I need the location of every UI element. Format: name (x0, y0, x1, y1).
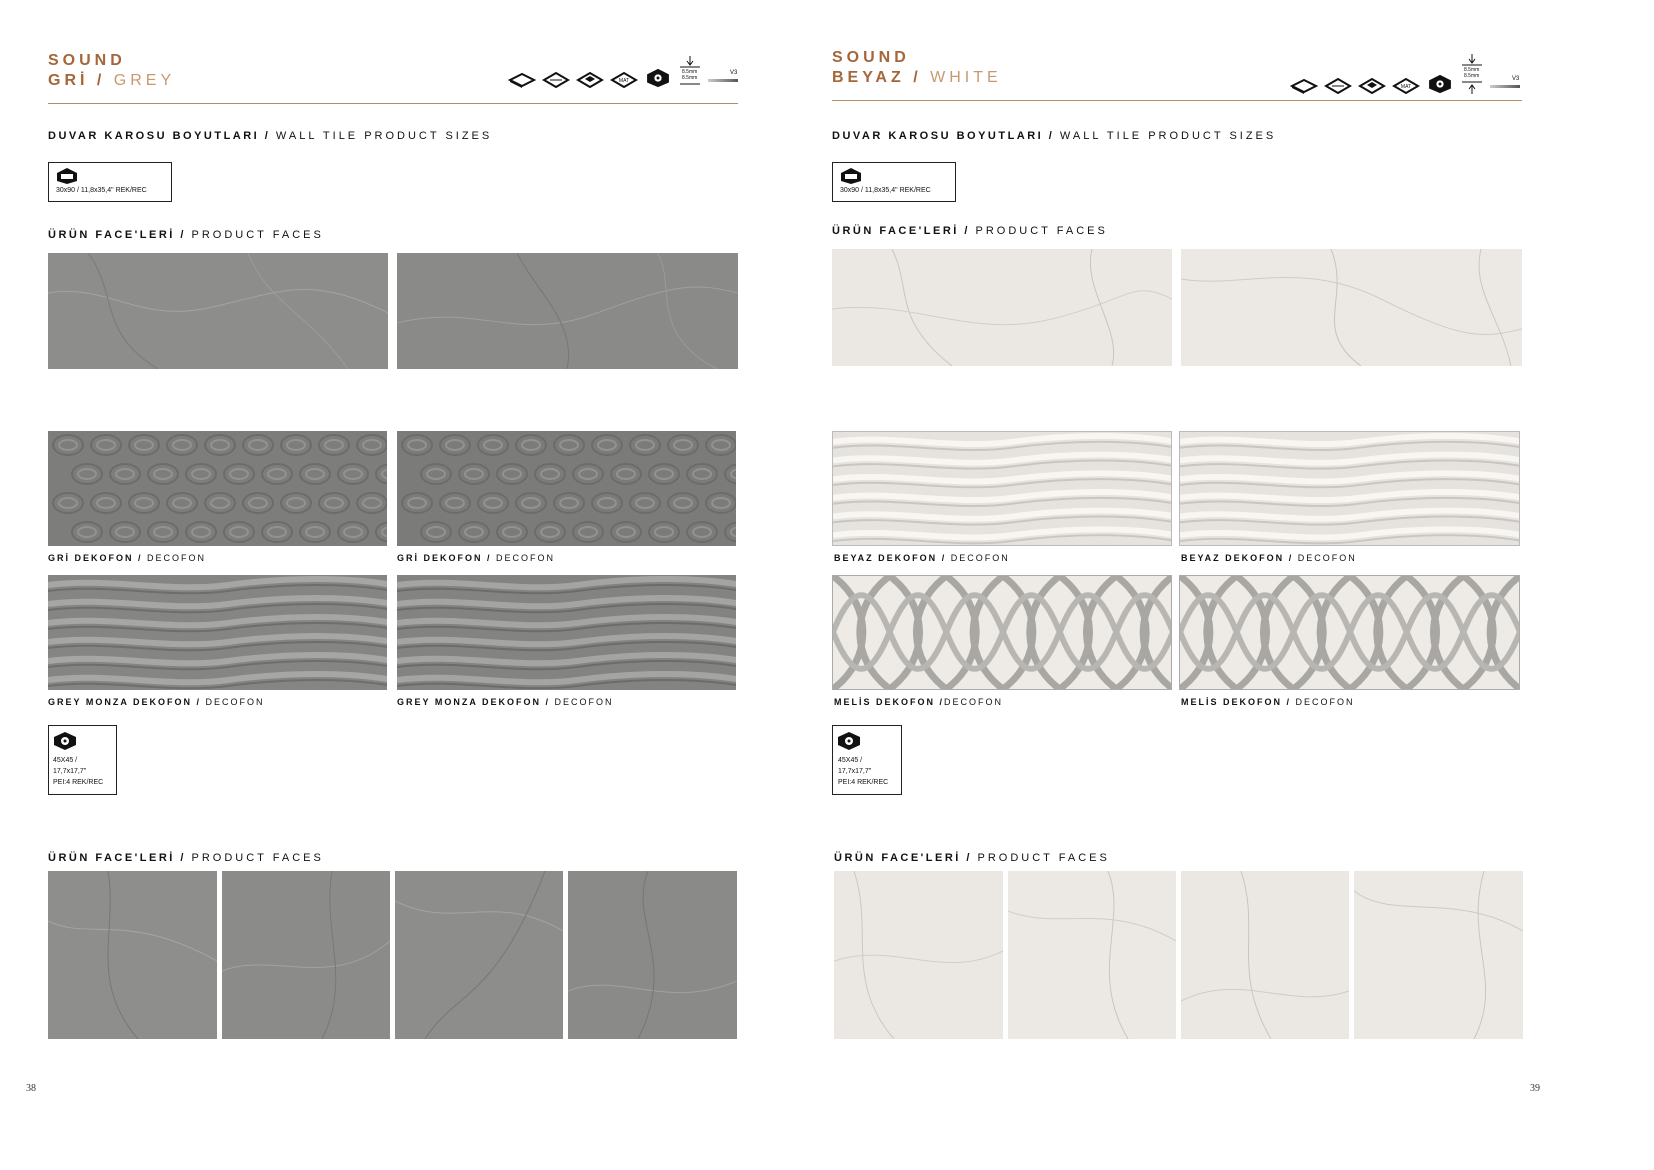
deco-caption-3-left: GREY MONZA DEKOFON / DECOFON (48, 697, 265, 707)
faces-heading-right: ÜRÜN FACE'LERİ / PRODUCT FACES (832, 225, 1108, 237)
color-title-tr: GRİ (48, 72, 89, 89)
svg-text:MAT: MAT (618, 78, 630, 84)
faces2-en: PRODUCT FACES (977, 852, 1110, 864)
wall-size-box-left (48, 162, 172, 202)
faces-tr: ÜRÜN FACE'LERİ (48, 229, 175, 241)
header-rule-left (48, 103, 738, 104)
deco-caption-1-left: GRİ DEKOFON / DECOFON (48, 553, 207, 563)
floor-tile-icon (1324, 74, 1352, 94)
faces2-tr: ÜRÜN FACE'LERİ (48, 852, 175, 864)
deco-caption-4-right: MELİS DEKOFON / DECOFON (1181, 697, 1355, 707)
white-floor-face-1 (834, 871, 1003, 1039)
feature-icons-left (508, 56, 738, 88)
wall-tile-icon (508, 68, 536, 88)
white-decofon-tile-1 (832, 431, 1172, 546)
thickness-icon (678, 56, 702, 88)
floor-size-line-1: 45X45 / (838, 757, 863, 764)
matt-surface-icon (1392, 74, 1420, 94)
wall-sizes-en: WALL TILE PRODUCT SIZES (1059, 130, 1277, 142)
rectified-icon (1358, 74, 1386, 94)
floor-size-box-left (48, 725, 117, 795)
deco-caption-1-right: BEYAZ DEKOFON / DECOFON (834, 553, 1010, 563)
svg-text:MAT: MAT (1400, 84, 1412, 90)
thickness-label-bottom: 8.5mm (682, 75, 698, 81)
grey-monza-decofon-tile-1 (48, 575, 387, 690)
grey-floor-face-3 (395, 871, 563, 1039)
grey-floor-face-1 (48, 871, 217, 1039)
deco-caption-4-left: GREY MONZA DEKOFON / DECOFON (397, 697, 614, 707)
faces2-tr: ÜRÜN FACE'LERİ (834, 852, 961, 864)
floor-size-line-3: PEI:4 REK/REC (53, 779, 104, 786)
wall-size-label: 30x90 / 11,8x35,4" REK/REC (56, 187, 147, 194)
header-rule-right (832, 100, 1522, 101)
matt-surface-icon (610, 68, 638, 88)
color-title-left: GRİ / GREY (48, 72, 176, 89)
floor-size-line-1: 45X45 / (53, 757, 78, 764)
pei-rating-icon (53, 731, 77, 751)
wall-sizes-heading-right: DUVAR KAROSU BOYUTLARI / WALL TILE PRODUCT SIZES (832, 130, 1277, 142)
floor-size-box-right (832, 725, 902, 795)
wall-sizes-tr: DUVAR KAROSU BOYUTLARI (832, 130, 1044, 142)
pei-rating-icon (644, 68, 672, 88)
shade-variation-icon (708, 68, 738, 88)
thickness-label-top: 8.5mm (682, 69, 698, 75)
wall-sizes-heading-left: DUVAR KAROSU BOYUTLARI / WALL TILE PRODUCT SIZES (48, 130, 493, 142)
faces2-heading-right: ÜRÜN FACE'LERİ / PRODUCT FACES (834, 852, 1110, 864)
wall-tile-icon (839, 167, 863, 185)
white-floor-face-4 (1354, 871, 1523, 1039)
shade-variation-icon (1490, 74, 1520, 94)
white-wall-face-1 (832, 249, 1172, 366)
faces-en: PRODUCT FACES (191, 229, 324, 241)
grey-floor-face-2 (222, 871, 390, 1039)
wall-sizes-en: WALL TILE PRODUCT SIZES (275, 130, 493, 142)
melis-decofon-tile-2 (1179, 575, 1520, 690)
color-title-right: BEYAZ / WHITE (832, 69, 1002, 86)
color-title-tr: BEYAZ (832, 69, 905, 86)
v-rating: V3 (1512, 76, 1520, 82)
white-wall-face-2 (1181, 249, 1522, 366)
feature-icons-right (1290, 54, 1520, 94)
wall-sizes-tr: DUVAR KAROSU BOYUTLARI (48, 130, 260, 142)
thickness-label-top: 8.5mm (1464, 67, 1480, 73)
pei-rating-icon (837, 731, 861, 751)
wall-size-box-right (832, 162, 956, 202)
wall-size-label: 30x90 / 11,8x35,4" REK/REC (840, 187, 931, 194)
floor-tile-icon (542, 68, 570, 88)
white-floor-face-3 (1181, 871, 1349, 1039)
faces2-heading-left: ÜRÜN FACE'LERİ / PRODUCT FACES (48, 852, 324, 864)
color-title-en: GREY (113, 72, 176, 89)
faces-heading-left: ÜRÜN FACE'LERİ / PRODUCT FACES (48, 229, 324, 241)
floor-size-line-2: 17,7x17,7" (53, 768, 87, 775)
series-title-right: SOUND (832, 49, 910, 66)
grey-decofon-tile-2 (397, 431, 736, 546)
page-number-right: 39 (1530, 1083, 1540, 1094)
rectified-icon (576, 68, 604, 88)
white-decofon-tile-2 (1179, 431, 1520, 546)
deco-caption-2-left: GRİ DEKOFON / DECOFON (397, 553, 556, 563)
floor-size-line-3: PEI:4 REK/REC (838, 779, 889, 786)
thickness-icon (1460, 54, 1484, 94)
wall-tile-icon (55, 167, 79, 185)
grey-decofon-tile-1 (48, 431, 387, 546)
pei-rating-icon (1426, 74, 1454, 94)
grey-wall-face-1 (48, 253, 388, 369)
grey-wall-face-2 (397, 253, 738, 369)
v-rating: V3 (730, 70, 738, 76)
wall-tile-icon (1290, 74, 1318, 94)
white-floor-face-2 (1008, 871, 1176, 1039)
deco-caption-2-right: BEYAZ DEKOFON / DECOFON (1181, 553, 1357, 563)
grey-monza-decofon-tile-2 (397, 575, 736, 690)
floor-size-line-2: 17,7x17,7" (838, 768, 872, 775)
page-number-left: 38 (26, 1083, 36, 1094)
series-title-left: SOUND (48, 52, 126, 69)
color-title-en: WHITE (930, 69, 1002, 86)
grey-floor-face-4 (568, 871, 737, 1039)
thickness-label-bottom: 8.5mm (1464, 73, 1480, 79)
melis-decofon-tile-1 (832, 575, 1172, 690)
faces-tr: ÜRÜN FACE'LERİ (832, 225, 959, 237)
faces-en: PRODUCT FACES (975, 225, 1108, 237)
deco-caption-3-right: MELİS DEKOFON /DECOFON (834, 697, 1004, 707)
faces2-en: PRODUCT FACES (191, 852, 324, 864)
